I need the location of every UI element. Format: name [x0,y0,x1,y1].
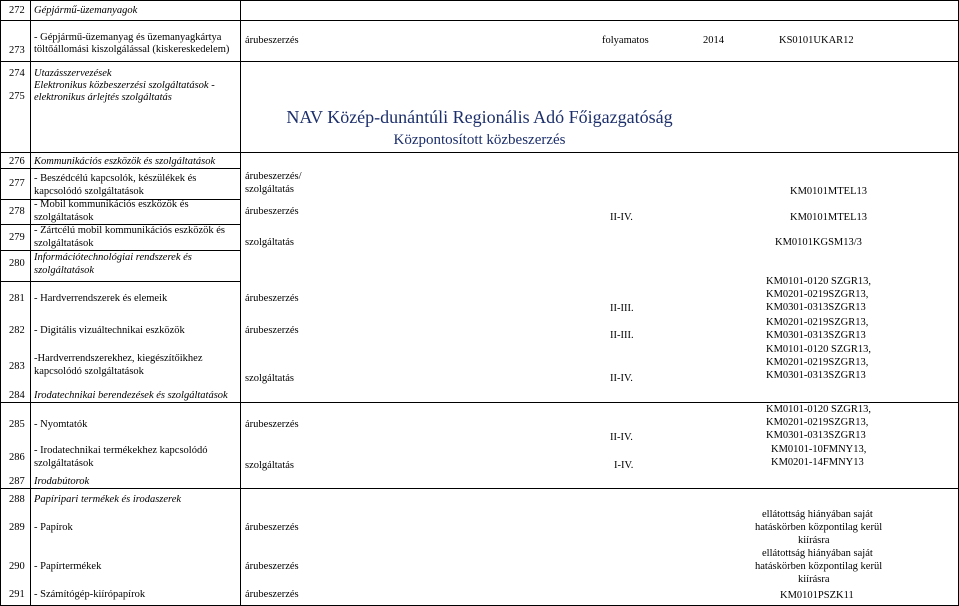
page-title: NAV Közép-dunántúli Regionális Adó Főigazgatóság [286,107,673,127]
item-text: -Hardverrendszerekhez, kiegészítőikhez [34,353,203,364]
item-text: - Digitális vizuáltechnikai eszközök [34,325,185,336]
category-title: Kommunikációs eszközök és szolgáltatások [34,156,216,167]
item-text: kapcsolódó szolgáltatások [34,186,144,197]
stage: II-III. [610,303,634,314]
procurement-type: árubeszerzés [245,589,299,600]
item-text: kapcsolódó szolgáltatások [34,366,144,377]
item-text: - Nyomtatók [34,419,88,430]
code: KM0101-10FMNY13, [771,444,867,455]
item-text: szolgáltatások [34,458,94,469]
stage: II-IV. [610,432,633,443]
procurement-type: árubeszerzés/ [245,171,302,182]
item-text: - Számítógép-kiírópapírok [34,589,146,600]
note: kiírásra [798,535,830,546]
code: KM0301-0313SZGR13 [766,302,866,313]
procurement-type: árubeszerzés [245,206,299,217]
procurement-mode: folyamatos [602,35,649,46]
stage: I-IV. [614,460,634,471]
procurement-type: árubeszerzés [245,293,299,304]
row-number: 291 [9,589,25,600]
item-text: - Zártcélú mobil kommunikációs eszközök és [34,225,225,236]
procurement-type: árubeszerzés [245,35,299,46]
row-number: 281 [9,293,25,304]
item-text: töltőállomási kiszolgálással (kiskereskedelem) [34,44,230,55]
row-number: 277 [9,178,25,189]
row-number: 275 [9,91,25,102]
stage: II-IV. [610,212,633,223]
item-text: Információtechnológiai rendszerek és [34,252,192,263]
row-number: 273 [9,45,25,56]
note: hatáskörben központilag kerül [755,561,883,572]
row-number: 285 [9,419,25,430]
code: KM0201-0219SZGR13, [766,317,869,328]
note: hatáskörben központilag kerül [755,522,883,533]
item-text: Elektronikus közbeszerzési szolgáltatások - [34,80,215,91]
procurement-type: árubeszerzés [245,561,299,572]
note: ellátottság hiányában saját [762,548,873,559]
item-text: - Mobil kommunikációs eszközök és [34,199,189,210]
code: KM0301-0313SZGR13 [766,430,866,441]
code: KM0301-0313SZGR13 [766,370,866,381]
code: KM0201-14FMNY13 [771,457,864,468]
row-number: 289 [9,522,25,533]
code: KM0101-0120 SZGR13, [766,404,872,415]
row-number: 288 [9,494,25,505]
code: KS0101UKAR12 [779,35,854,46]
category-title: Papíripari termékek és irodaszerek [34,494,182,505]
item-text: - Beszédcélú kapcsolók, készülékek és [34,173,197,184]
row-number: 276 [9,156,25,167]
item-text: - Gépjármű-üzemanyag és üzemanyagkártya [34,32,222,43]
procurement-type: árubeszerzés [245,419,299,430]
item-text: - Papírtermékek [34,561,102,572]
category-title: Irodabútorok [34,476,90,487]
category-title: Irodatechnikai berendezések és szolgáltatások [34,390,228,401]
row-number: 287 [9,476,25,487]
procurement-type: szolgáltatás [245,460,294,471]
item-text: - Irodatechnikai termékekhez kapcsolódó [34,445,208,456]
stage: II-III. [610,330,634,341]
code: KM0101-0120 SZGR13, [766,276,872,287]
row-number: 278 [9,206,25,217]
row-number: 279 [9,232,25,243]
item-text: szolgáltatások [34,212,94,223]
row-number: 280 [9,258,25,269]
code: KM0101-0120 SZGR13, [766,344,872,355]
procurement-type: szolgáltatás [245,184,294,195]
note: ellátottság hiányában saját [762,509,873,520]
row-number: 290 [9,561,25,572]
code: KM0101KGSM13/3 [775,237,862,248]
code: KM0201-0219SZGR13, [766,417,869,428]
row-number: 282 [9,325,25,336]
code: KM0101MTEL13 [790,186,867,197]
code: KM0201-0219SZGR13, [766,289,869,300]
procurement-type: árubeszerzés [245,325,299,336]
category-title: Utazásszervezések [34,68,112,79]
code: KM0301-0313SZGR13 [766,330,866,341]
item-text: szolgáltatások [34,265,95,276]
year: 2014 [703,35,724,46]
row-number: 272 [9,5,25,16]
procurement-type: árubeszerzés [245,522,299,533]
note: kiírásra [798,574,830,585]
row-number: 283 [9,361,25,372]
page-subtitle: Központosított közbeszerzés [393,132,566,148]
code: KM0101MTEL13 [790,212,867,223]
item-text: elektronikus árlejtés szolgáltatás [34,92,172,103]
category-title: Gépjármű-üzemanyagok [34,5,138,16]
item-text: szolgáltatások [34,238,94,249]
code: KM0201-0219SZGR13, [766,357,869,368]
row-number: 274 [9,68,25,79]
code: KM0101PSZK11 [780,590,854,601]
row-number: 286 [9,452,25,463]
procurement-type: szolgáltatás [245,237,294,248]
stage: II-IV. [610,373,633,384]
row-number: 284 [9,390,25,401]
procurement-type: szolgáltatás [245,373,294,384]
item-text: - Papírok [34,522,73,533]
item-text: - Hardverrendszerek és elemeik [34,293,168,304]
